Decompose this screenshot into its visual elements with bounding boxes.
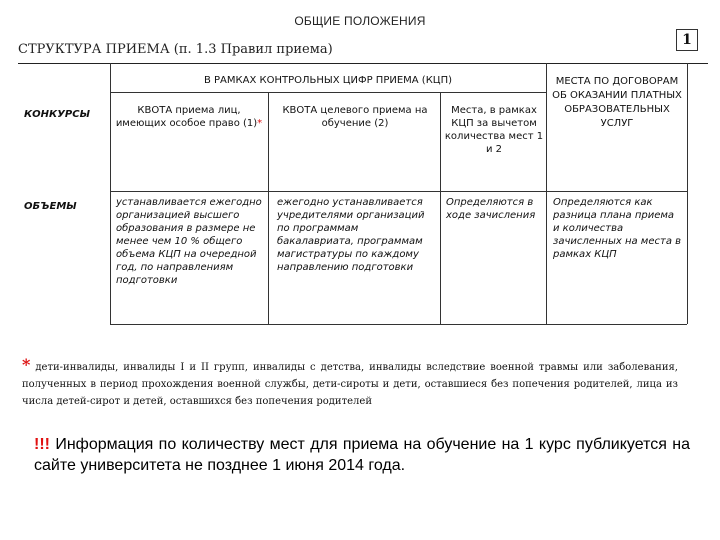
kcp-rest-volume: Определяются в ходе зачисления bbox=[446, 197, 536, 221]
kcp-rest-header: Места, в рамках КЦП за вычетом количества мест 1 и 2 bbox=[444, 105, 544, 155]
quota-special-volume: устанавливается ежегодно организацией высшего образования в размере не менее чем 10 % общего объема КЦП на очередной год, по направлениям подготовки bbox=[116, 197, 262, 286]
page-number: 1 bbox=[676, 29, 698, 51]
table-hline bbox=[110, 324, 687, 325]
quota-special-header bbox=[114, 104, 264, 130]
kcp-header: В РАМКАХ КОНТРОЛЬНЫХ ЦИФР ПРИЕМА (КЦП) bbox=[203, 75, 452, 86]
table-hline bbox=[110, 191, 687, 192]
quota-special-asterisk: * bbox=[257, 118, 263, 129]
quota-target-header: КВОТА целевого приема на обучение (2) bbox=[282, 105, 428, 129]
footnote-text: дети-инвалиды, инвалиды I и II групп, инвалиды с детства, инвалиды вследствие военной травмы или заболевания, полученных в период прохождения военной службы, дети-сироты и дети, оставшиеся без попечения родителей, лица из числа детей-сирот и детей, оставшихся без попечения родителей bbox=[22, 362, 678, 407]
table-vline bbox=[268, 92, 269, 324]
header-divider bbox=[18, 63, 708, 64]
paid-places-header: МЕСТА ПО ДОГОВОРАМ ОБ ОКАЗАНИИ ПЛАТНЫХ ОБРАЗОВАТЕЛЬНЫХ УСЛУГ bbox=[552, 76, 682, 129]
footnote-asterisk: * bbox=[22, 355, 31, 374]
row-label-obemy: ОБЪЕМЫ bbox=[24, 201, 77, 212]
footnote bbox=[22, 356, 678, 410]
table-vline bbox=[110, 63, 111, 324]
table-vline bbox=[687, 63, 688, 324]
row-label-konkursy: КОНКУРСЫ bbox=[24, 109, 90, 120]
table-vline bbox=[546, 63, 547, 324]
paid-places-volume: Определяются как разница плана приема и количества зачисленных на места в рамках КЦП bbox=[553, 197, 682, 260]
table-vline bbox=[440, 92, 441, 324]
page-title: ОБЩИЕ ПОЛОЖЕНИЯ bbox=[294, 14, 426, 28]
publication-notice bbox=[34, 434, 690, 476]
notice-text: Информация по количеству мест для приема на обучение на 1 курс публикуется на сайте университета не позднее 1 июня 2014 года. bbox=[34, 436, 691, 474]
exclamation-mark: !!! bbox=[34, 436, 50, 453]
section-subtitle: СТРУКТУРА ПРИЕМА (п. 1.3 Правил приема) bbox=[18, 42, 333, 57]
table-hline bbox=[110, 92, 546, 93]
quota-target-volume: ежегодно устанавливается учредителями организаций по программам бакалавриата, программам магистратуры по каждому направлению подготовки bbox=[277, 197, 425, 273]
quota-special-label: КВОТА приема лиц, имеющих особое право (1) bbox=[115, 105, 258, 129]
